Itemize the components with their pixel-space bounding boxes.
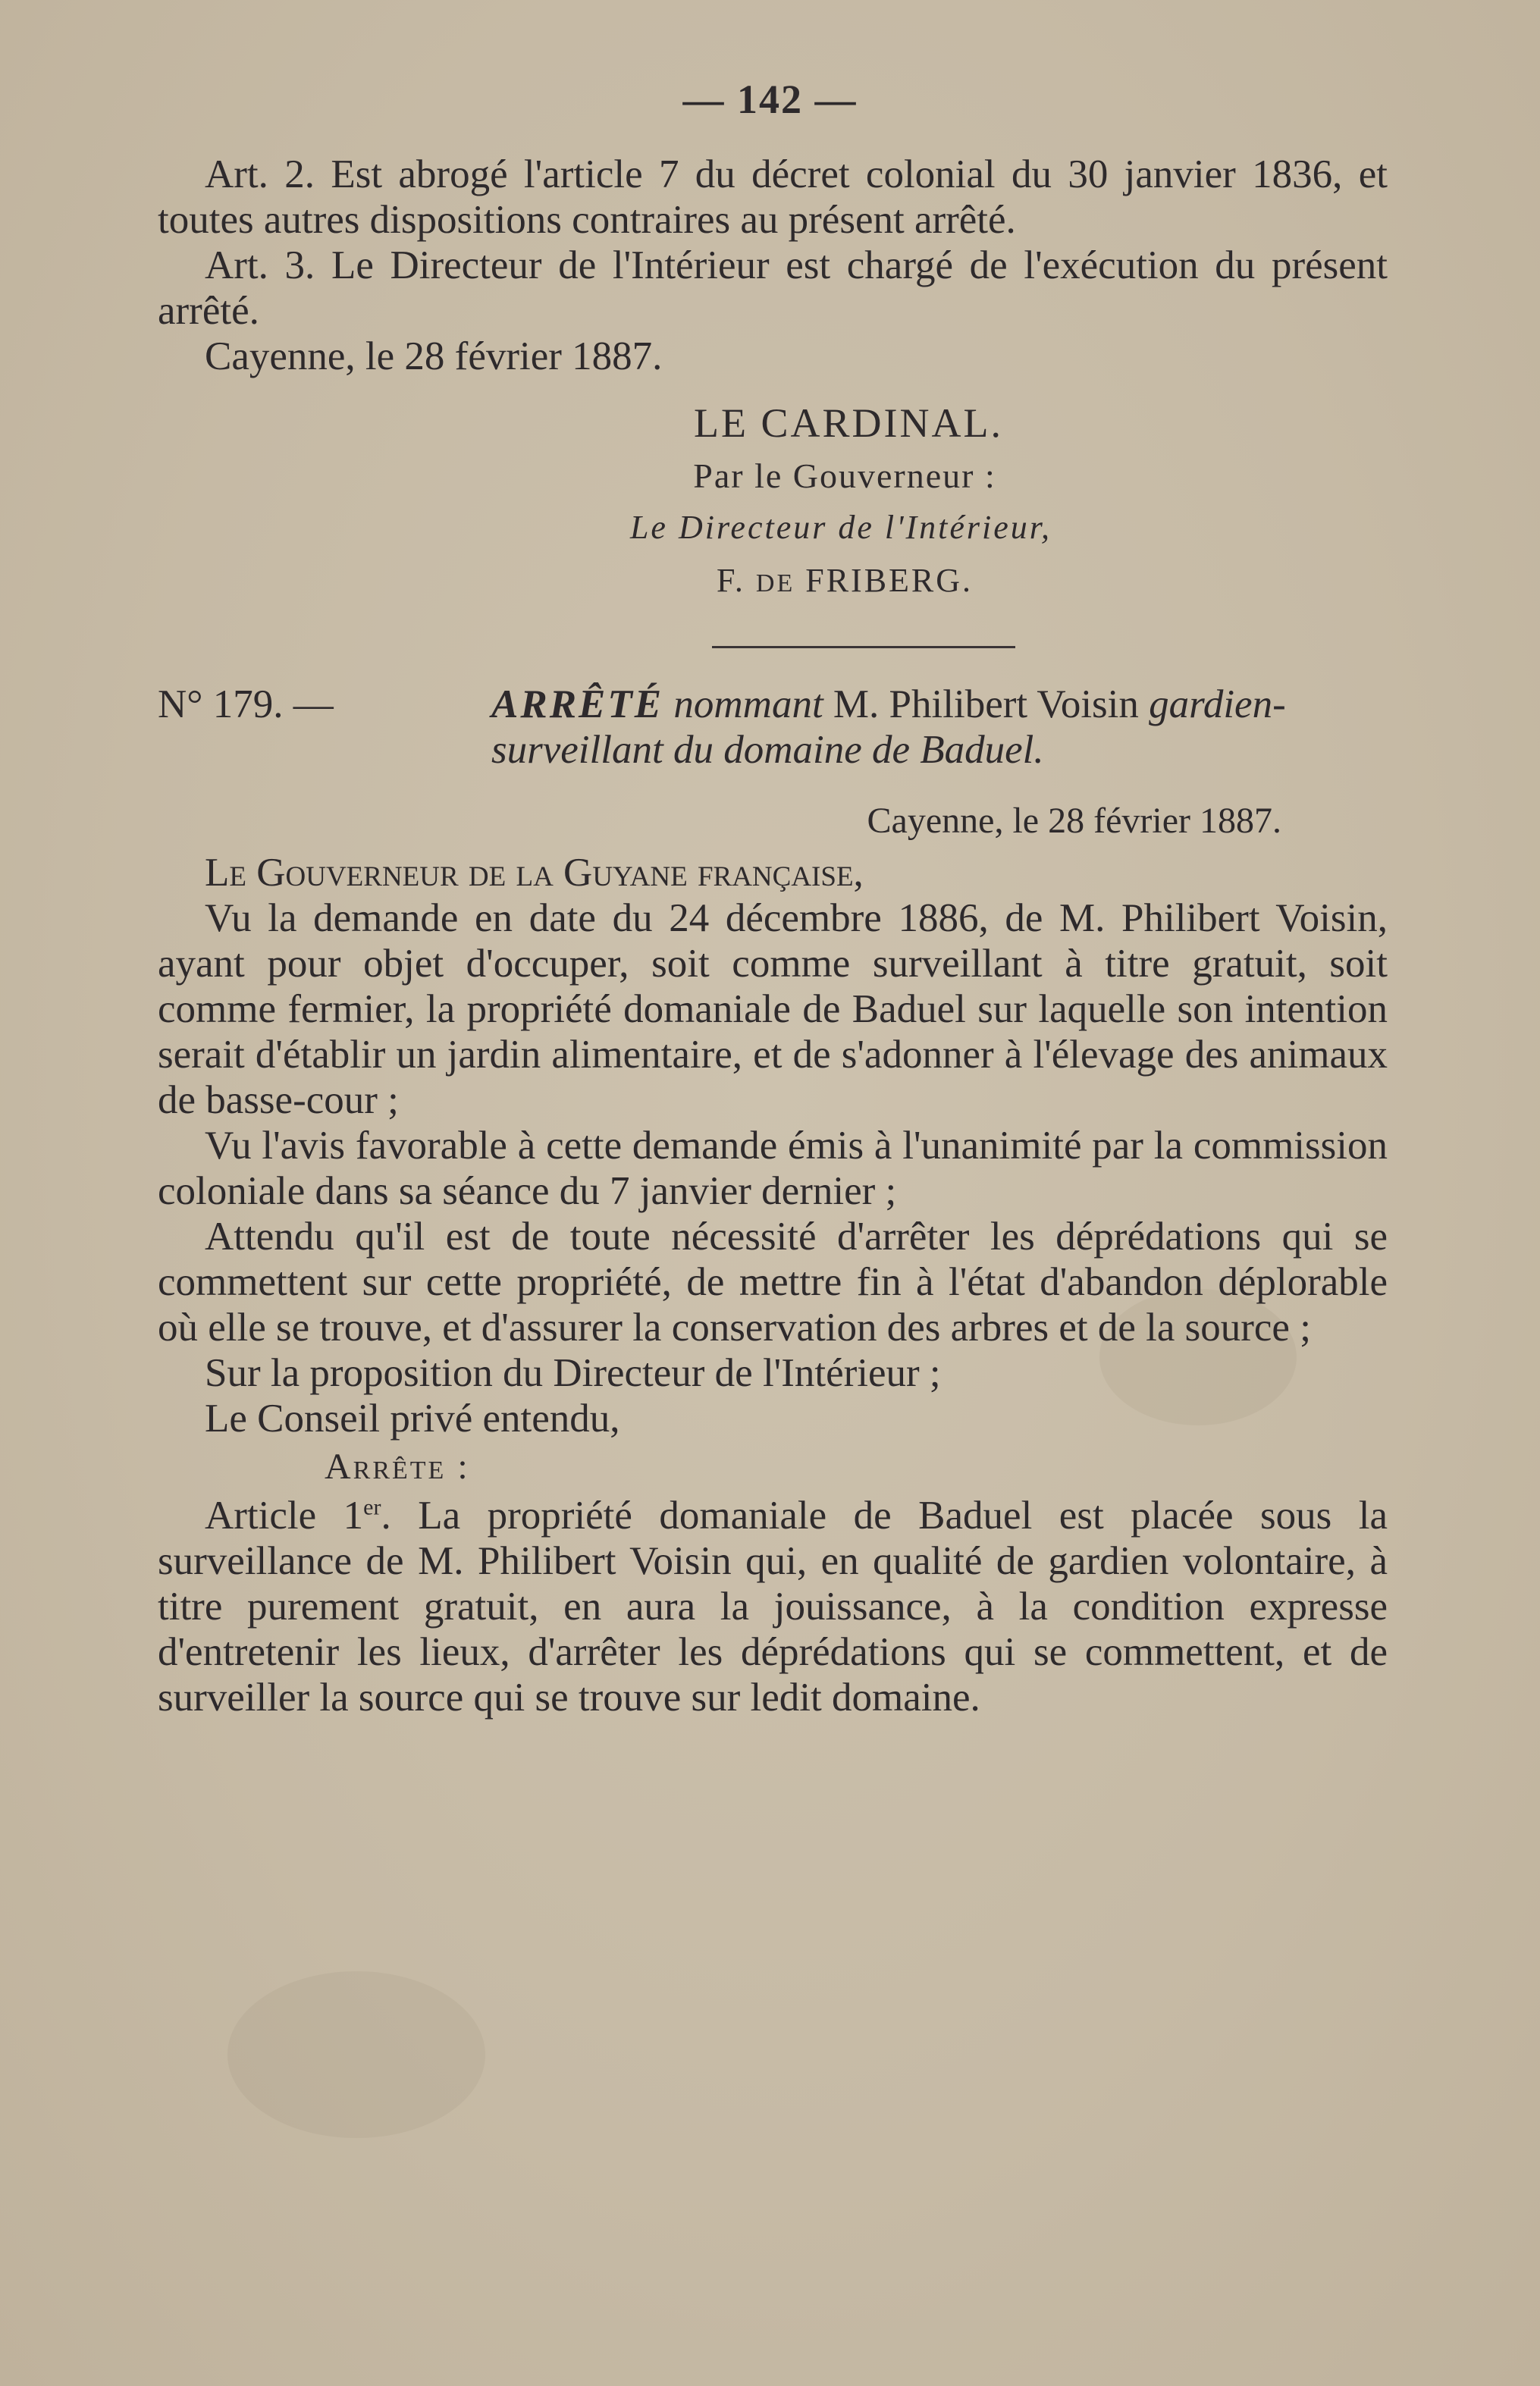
signature-title: Le Directeur de l'Intérieur, [629,509,1052,546]
countersignatory-particle: DE [755,569,795,597]
page-number: — 142 — [682,77,858,122]
consideration: Le Conseil privé entendu, [205,1397,620,1441]
consideration: Vu la demande en date du 24 décembre 1886, de M. Philibert Voisin, ayant pour objet d'occuper, soit comme surveillant à titre gratuit, soit comme fermier, la propriété domaniale de Baduel sur laquelle son intention serait d'établir un jardin alimentaire, et de s'adonner à l'élevage des animaux de basse-cour ; [158,896,1388,1122]
article-1-label: Article 1 [205,1494,364,1538]
paper-stain [227,1971,485,2138]
decree-heading [158,682,1388,773]
article-1-sup: er [363,1494,381,1520]
page-body [158,152,1388,1720]
decree-opening: Le Gouverneur de la Guyane française, [205,851,864,895]
decree-type: ARRÊTÉ [491,682,664,726]
consideration: Vu l'avis favorable à cette demande émis à l'unanimité par la commission coloniale dans sa séance du 7 janvier dernier ; [158,1124,1388,1213]
article-2: Art. 2. Est abrogé l'article 7 du décret colonial du 30 janvier 1836, et toutes autres dispositions contraires au présent arrêté. [158,152,1388,242]
article-3: Art. 3. Le Directeur de l'Intérieur est chargé de l'exécution du présent arrêté. [158,243,1388,333]
section-divider [712,646,1015,648]
signature-mention: Par le Gouverneur : [693,456,996,495]
decree-object: gardien-surveillant du domaine de Baduel. [491,682,1286,772]
decree-verb: nommant [673,682,823,726]
article-1-text: . La propriété domaniale de Baduel est placée sous la surveillance de M. Philibert Voisin qui, en qualité de gardien volontaire, à titre purement gratuit, en aura la jouissance, à la condition expresse d'entretenir les lieux, d'arrêter les déprédations qui se commettent, et de surveiller la source qui se trouve sur ledit domaine. [158,1494,1388,1720]
consideration: Attendu qu'il est de toute nécessité d'arrêter les déprédations qui se commettent sur cette propriété, de mettre fin à l'état d'abandon déplorable où elle se trouve, et d'assurer la conservation des arbres et de la source ; [158,1215,1388,1350]
decree-person: M. Philibert Voisin [833,682,1139,726]
countersignatory-surname: FRIBERG. [805,562,974,599]
consideration: Sur la proposition du Directeur de l'Intérieur ; [205,1351,941,1395]
countersignatory [158,558,1388,607]
countersignatory-initial: F. [716,562,745,599]
decree-number: N° 179. — [158,682,334,726]
signatory-name: LE CARDINAL. [694,400,1003,446]
article-1 [158,1493,1388,1720]
arrete-label: Arrête : [325,1447,470,1487]
decree-dateline: Cayenne, le 28 février 1887. [867,801,1281,841]
signature-block [158,400,1388,607]
place-date: Cayenne, le 28 février 1887. [205,334,663,378]
